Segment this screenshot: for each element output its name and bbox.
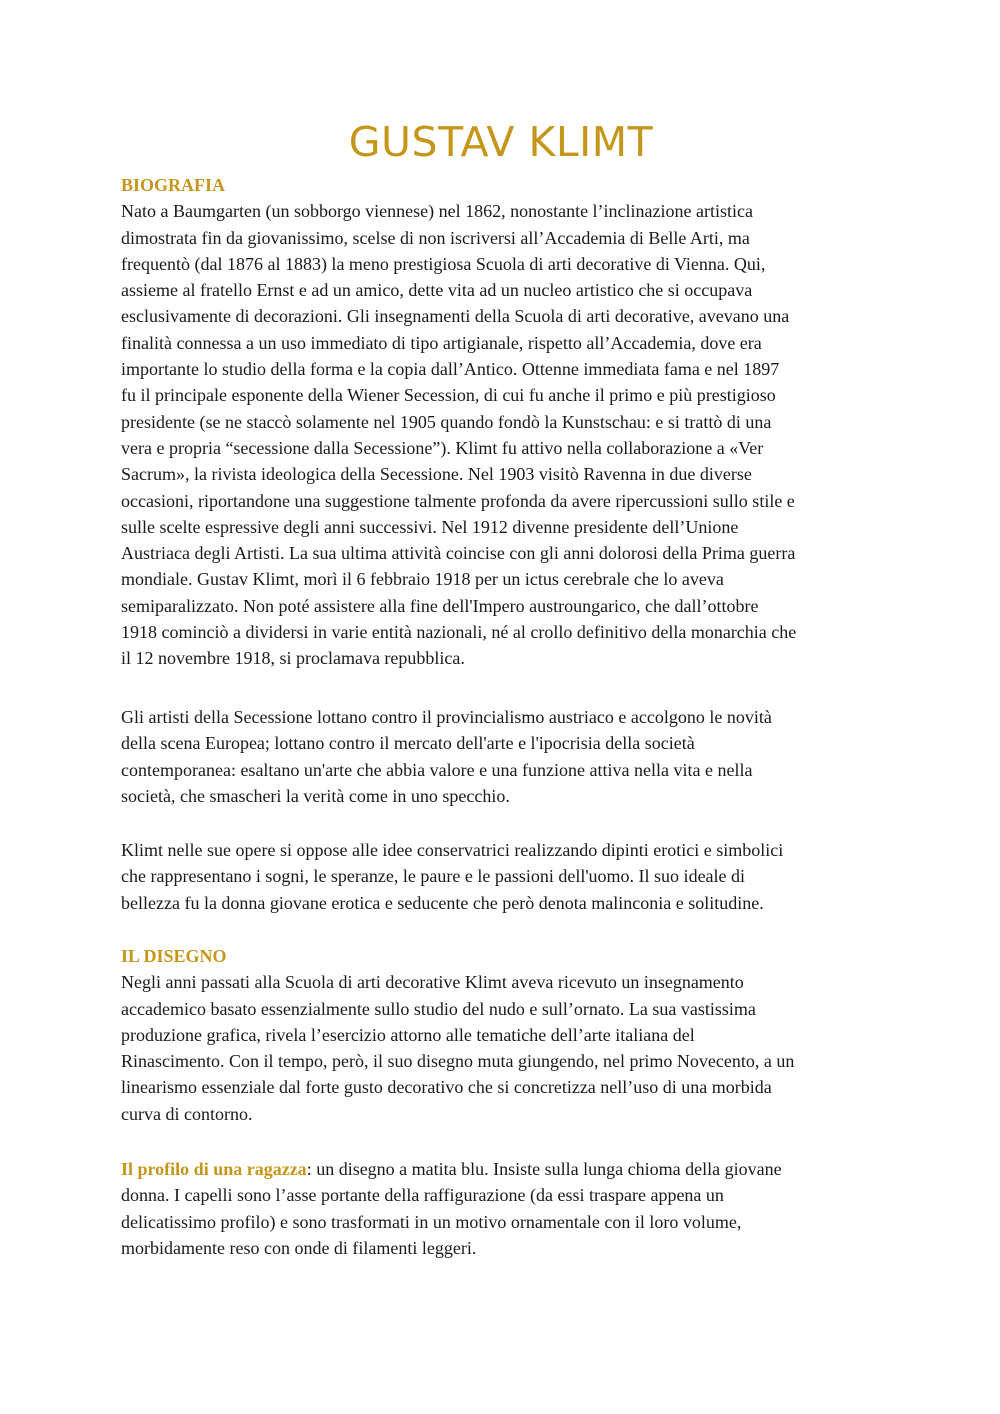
paragraph-profilo <box>121 1156 881 1261</box>
section-heading-disegno: IL DISEGNO <box>121 946 227 966</box>
profilo-label: Il profilo di una ragazza <box>121 1159 307 1179</box>
section-biografia <box>121 172 881 672</box>
paragraph-biografia: Nato a Baumgarten (un sobborgo viennese) nel 1862, nonostante l’inclinazione artistica dimostrata fin da giovanissimo, scelse di non iscriversi all’Accademia di Belle Arti, ma frequentò (dal 1876 al 1883) la meno prestigiosa Scuola di arti decorative di Vienna. Qui, assieme al fratello Ernst e ad un amico, dette vita ad un nucleo artistico che si occupava esclusivamente di decorazioni. Gli insegnamenti della Scuola di arti decorative, avevano una finalità connessa a un uso immediato di tipo artigianale, rispetto all’Accademia, dove era importante lo studio della forma e la copia dall’Antico. Ottenne immediata fama e nel 1897 fu il principale esponente della Wiener Secession, di cui fu anche il primo e più prestigioso presidente (se ne staccò solamente nel 1905 quando fondò la Kunstschau: e si trattò di una vera e propria “secessione dalla Secessione”). Klimt fu attivo nella collaborazione a «Ver Sacrum», la rivista ideologica della Secessione. Nel 1903 visitò Ravenna in due diverse occasioni, riportandone una suggestione talmente profonda da avere ripercussioni sullo stile e sulle scelte espressive degli anni successivi. Nel 1912 divenne presidente dell’Unione Austriaca degli Artisti. La sua ultima attività coincise con gli anni dolorosi della Prima guerra mondiale. Gustav Klimt, morì il 6 febbraio 1918 per un ictus cerebrale che lo aveva semiparalizzato. Non poté assistere alla fine dell'Impero austroungarico, che dall’ottobre 1918 cominciò a dividersi in varie entità nazionali, né al crollo definitivo della monarchia che il 12 novembre 1918, si proclamava repubblica. <box>121 201 797 669</box>
paragraph-secessione: Gli artisti della Secessione lottano contro il provincialismo austriaco e accolgono le novità della scena Europea; lottano contro il mercato dell'arte e l'ipocrisia della società contemporanea: esaltano un'arte che abbia valore e una funzione attiva nella vita e nella società, che smascheri la verità come in uno specchio. <box>121 707 772 806</box>
section-opere <box>121 837 881 916</box>
section-secessione <box>121 704 881 809</box>
profilo-text: : un disegno a matita blu. Insiste sulla lunga chioma della giovane donna. I capelli sono l’asse portante della raffigurazione (da essi traspare appena un delicatissimo profilo) e sono trasformati in un motivo ornamentale con il loro volume, morbidamente reso con onde di filamenti leggeri. <box>121 1159 782 1258</box>
paragraph-opere: Klimt nelle sue opere si oppose alle idee conservatrici realizzando dipinti erotici e simbolici che rappresentano i sogni, le speranze, le paure e le passioni dell'uomo. Il suo ideale di bellezza fu la donna giovane erotica e seducente che però denota malinconia e solitudine. <box>121 840 784 913</box>
section-profilo <box>121 1156 881 1261</box>
section-disegno <box>121 943 881 1127</box>
paragraph-disegno: Negli anni passati alla Scuola di arti decorative Klimt aveva ricevuto un insegnamento accademico basato essenzialmente sullo studio del nudo e sull’ornato. La sua vastissima produzione grafica, rivela l’esercizio attorno alle tematiche dell’arte italiana del Rinascimento. Con il tempo, però, il suo disegno muta giungendo, nel primo Novecento, a un linearismo essenziale dal forte gusto decorativo che si concretizza nell’uso di una morbida curva di contorno. <box>121 972 795 1124</box>
section-heading-biografia: BIOGRAFIA <box>121 175 226 195</box>
document-title: GUSTAV KLIMT <box>348 118 654 166</box>
